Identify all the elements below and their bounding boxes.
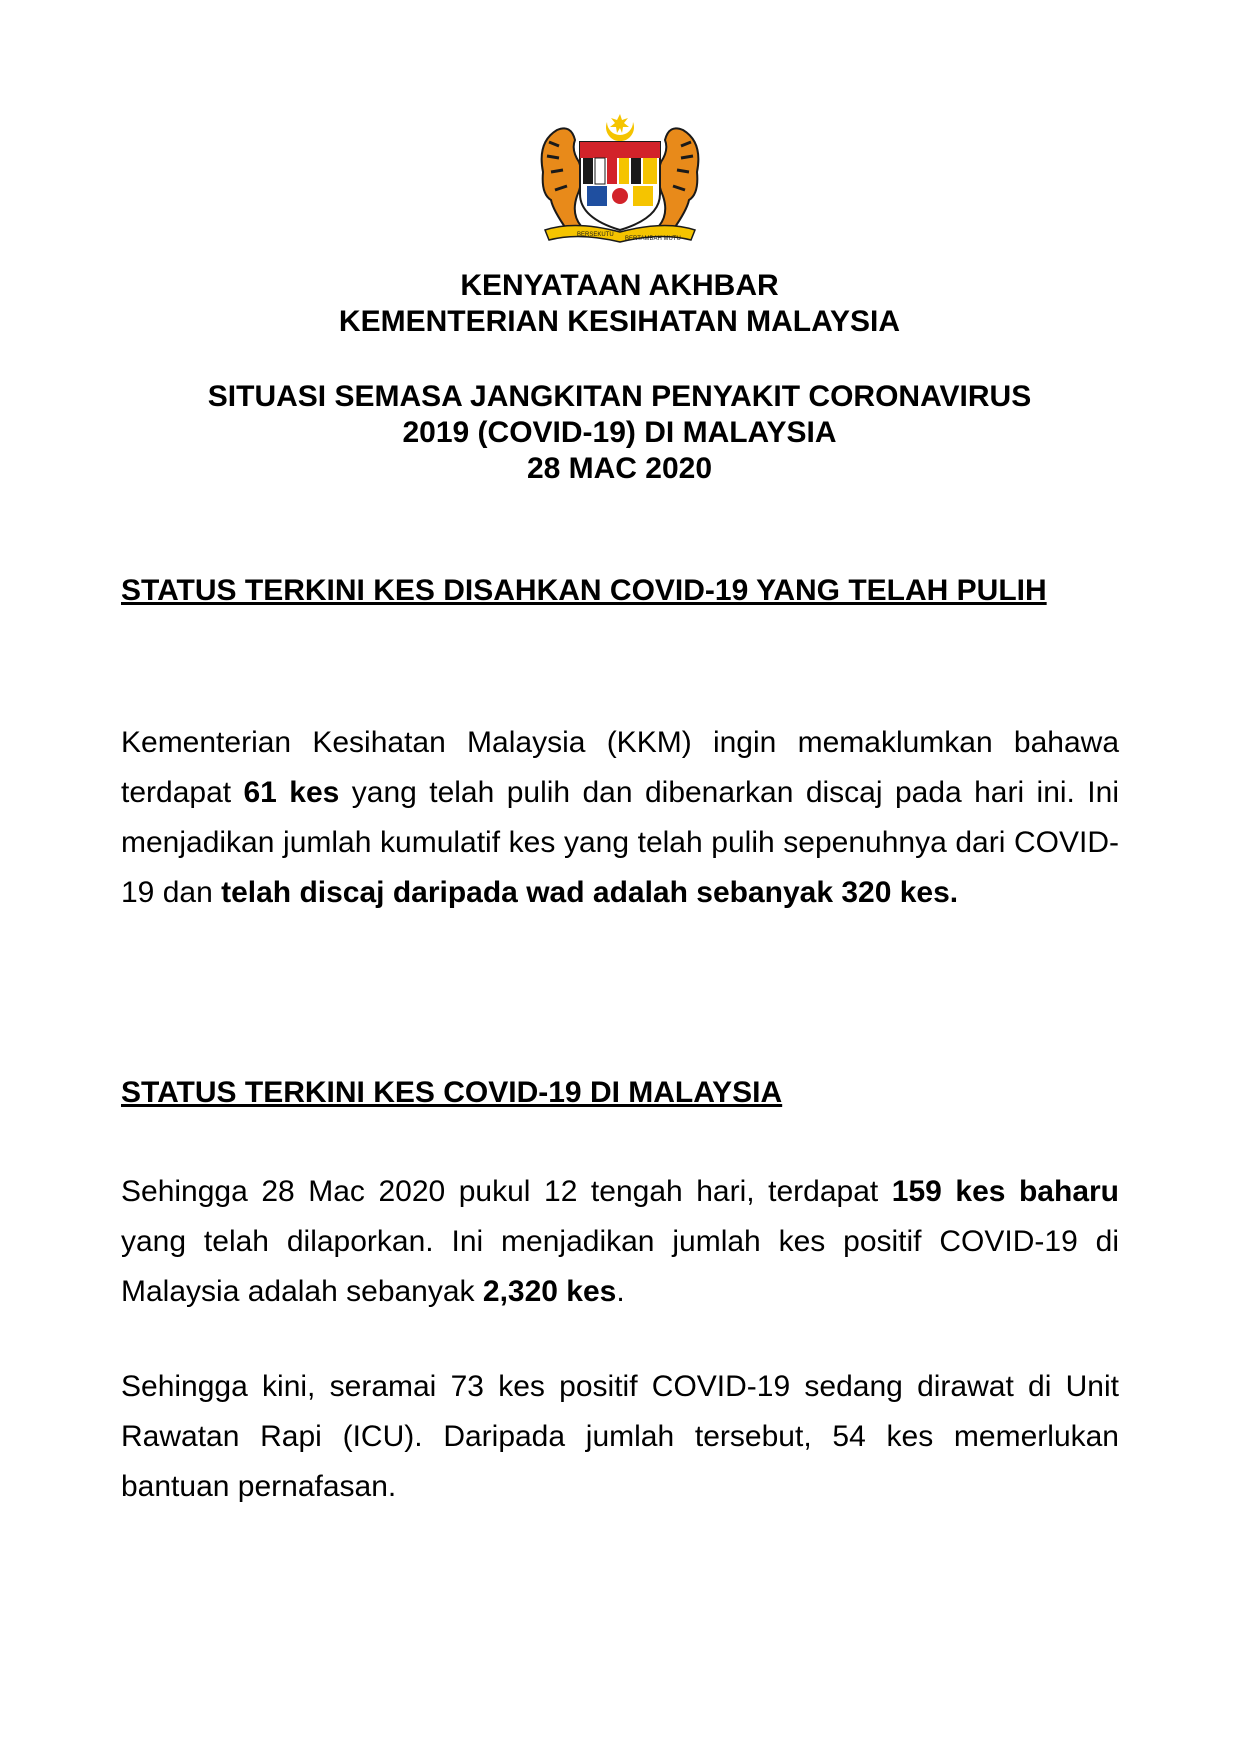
title-line-2: 2019 (COVID-19) DI MALAYSIA	[402, 416, 837, 449]
title-line-1: SITUASI SEMASA JANGKITAN PENYAKIT CORONAVIRUS	[207, 380, 1032, 413]
p2-bold-new-cases: 159 kes baharu	[891, 1175, 1120, 1208]
p1-text-a: Kementerian Kesihatan Malaysia (KKM) ingin memaklumkan bahawa terdapat	[121, 726, 1119, 809]
section-heading-recovered: STATUS TERKINI KES DISAHKAN COVID-19 YANG TELAH PULIH	[121, 574, 1047, 607]
p1-text-c: yang telah pulih dan dibenarkan discaj pada hari ini. Ini menjadikan jumlah kumulatif kes yang telah pulih sepenuhnya dari COVID-19 dan	[121, 776, 1119, 909]
header-line-2: KEMENTERIAN KESIHATAN MALAYSIA	[338, 305, 901, 338]
press-release-header	[0, 268, 1239, 340]
crest-scroll-left-text: BERSEKUTU	[577, 232, 614, 238]
coat-of-arms-icon	[525, 112, 715, 252]
p2-text-e: .	[616, 1275, 625, 1308]
section-heading-current-status: STATUS TERKINI KES COVID-19 DI MALAYSIA	[121, 1076, 783, 1109]
document-title	[0, 379, 1239, 487]
paragraph-recovered	[121, 718, 1119, 918]
p1-bold-total-recovered: telah discaj daripada wad adalah sebanyak 320 kes.	[221, 876, 959, 909]
p1-bold-new-recovered: 61 kes	[243, 776, 340, 809]
p2-bold-total-cases: 2,320 kes	[482, 1275, 617, 1308]
crest-scroll-right-text: BERTAMBAH MUTU	[625, 236, 681, 242]
p2-text-a: Sehingga 28 Mac 2020 pukul 12 tengah hari, terdapat	[121, 1175, 892, 1208]
title-date: 28 MAC 2020	[526, 452, 713, 485]
paragraph-icu: Sehingga kini, seramai 73 kes positif COVID-19 sedang dirawat di Unit Rawatan Rapi (ICU). Daripada jumlah tersebut, 54 kes memerlukan bantuan pernafasan.	[121, 1370, 1119, 1503]
paragraph-new-cases	[121, 1167, 1119, 1317]
header-line-1: KENYATAAN AKHBAR	[460, 269, 779, 302]
p2-text-c: yang telah dilaporkan. Ini menjadikan jumlah kes positif COVID-19 di Malaysia adalah sebanyak	[121, 1225, 1119, 1308]
